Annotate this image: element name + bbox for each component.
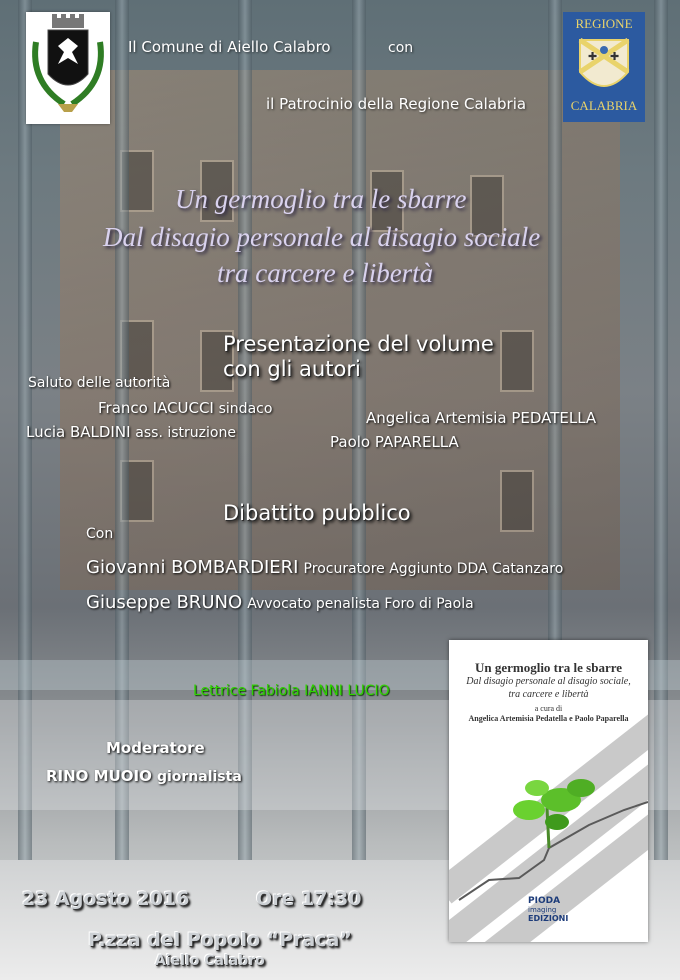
- debate-with: Con: [86, 526, 114, 542]
- region-shield-icon: [578, 38, 630, 98]
- moderator-label: Moderatore: [106, 739, 205, 757]
- book-title-line1: Un germoglio tra le sbarre: [175, 184, 467, 214]
- svg-text:✚: ✚: [588, 50, 598, 63]
- event-date: 23 Agosto 2016: [22, 888, 190, 910]
- building-window: [500, 330, 534, 392]
- book-cover: [449, 640, 648, 942]
- cover-editors: Angelica Artemisia Pedatella e Paolo Paparella: [468, 714, 629, 723]
- event-place: P.zza del Popolo “Praca”: [88, 929, 352, 951]
- authority-2-name: Lucia BALDINI: [26, 423, 131, 441]
- book-title-line2: Dal disagio personale al disagio sociale: [103, 222, 541, 252]
- debate-heading: Dibattito pubblico: [223, 501, 411, 525]
- reader-line: Lettrice Fabiola IANNI LUCIO: [193, 683, 390, 699]
- svg-text:✚: ✚: [610, 50, 620, 63]
- publisher-label: EDIZIONI: [528, 914, 569, 923]
- guest-2: [86, 592, 474, 613]
- region-logo-top-text: REGIONE: [575, 16, 633, 31]
- authority-2-role: ass. istruzione: [135, 425, 236, 441]
- comune-line: Il Comune di Aiello Calabro: [128, 38, 331, 56]
- comune-aiello-logo: [26, 12, 110, 124]
- author-1: Angelica Artemisia PEDATELLA: [366, 409, 597, 427]
- regione-calabria-logo: [563, 12, 645, 122]
- authority-1-role: sindaco: [218, 401, 273, 417]
- authority-2: [26, 423, 236, 441]
- cover-editors-label: a cura di: [534, 704, 563, 713]
- guest-1-name: Giovanni BOMBARDIERI: [86, 557, 299, 578]
- authority-1-name: Franco IACUCCI: [98, 399, 214, 417]
- cover-subtitle-1: Dal disagio personale al disagio sociale,: [466, 676, 631, 687]
- cover-title: Un germoglio tra le sbarre: [474, 660, 623, 675]
- publisher-sub: imaging: [528, 906, 557, 914]
- event-town: Aiello Calabro: [155, 953, 265, 969]
- presentation-subheading: con gli autori: [223, 357, 361, 381]
- moderator-role: giornalista: [156, 769, 242, 785]
- con-word: con: [388, 40, 414, 56]
- greeting-label: Saluto delle autorità: [28, 375, 171, 391]
- presentation-heading: Presentazione del volume: [223, 332, 494, 356]
- guest-2-role: Avvocato penalista Foro di Paola: [247, 596, 474, 612]
- region-logo-bottom-text: CALABRIA: [570, 98, 638, 113]
- guest-1-role: Procuratore Aggiunto DDA Catanzaro: [303, 561, 564, 577]
- book-title-line3: tra carcere e libertà: [217, 258, 434, 288]
- authority-1: [98, 399, 272, 417]
- moderator: [46, 766, 242, 785]
- author-2: Paolo PAPARELLA: [330, 433, 459, 451]
- guest-2-name: Giuseppe BRUNO: [86, 592, 243, 613]
- publisher-name: PIODA: [528, 896, 561, 906]
- patronage-line: il Patrocinio della Regione Calabria: [266, 95, 527, 113]
- building-window: [500, 470, 534, 532]
- cover-subtitle-2: tra carcere e libertà: [508, 689, 589, 700]
- event-time: Ore 17:30: [256, 888, 362, 910]
- guest-1: [86, 557, 563, 578]
- moderator-name: RINO MUOIO: [46, 767, 152, 785]
